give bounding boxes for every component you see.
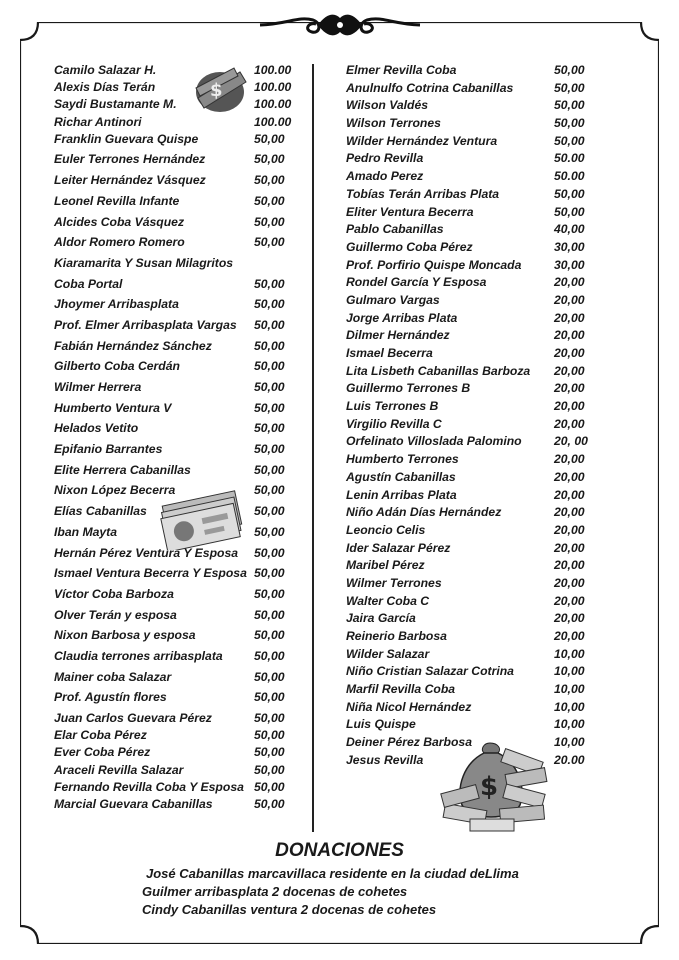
contributor-name: Fernando Revilla Coba Y Esposa xyxy=(54,779,244,794)
contribution-amount: 20,00 xyxy=(554,611,585,626)
contributor-row xyxy=(346,97,601,115)
right-contributors-list xyxy=(346,62,601,770)
contributor-row xyxy=(346,327,601,345)
contributor-row xyxy=(346,699,601,717)
contributor-row xyxy=(54,214,309,235)
contributor-row xyxy=(54,62,309,79)
contributor-name: Ider Salazar Pérez xyxy=(346,540,451,555)
contribution-amount: 50,00 xyxy=(254,545,285,560)
contributor-row xyxy=(54,627,309,648)
contributor-row xyxy=(346,433,601,451)
contributor-name: Tobías Terán Arribas Plata xyxy=(346,186,500,201)
contribution-amount: 50,00 xyxy=(254,173,285,188)
contribution-amount: 20,00 xyxy=(554,275,585,290)
contributor-name: Franklin Guevara Quispe xyxy=(54,131,199,146)
contributor-row xyxy=(54,462,309,483)
contributor-row xyxy=(54,779,309,796)
contribution-amount: 20,00 xyxy=(554,363,585,378)
contributor-row xyxy=(54,441,309,462)
contributor-name: Juan Carlos Guevara Pérez xyxy=(54,711,212,725)
contribution-amount: 50,00 xyxy=(254,728,285,743)
contribution-amount: 50,00 xyxy=(254,421,285,436)
contributor-row xyxy=(346,646,601,664)
contributor-name: Alcides Coba Vásquez xyxy=(54,214,185,229)
contributor-name: Jaira García xyxy=(346,611,416,626)
contribution-amount: 20,00 xyxy=(554,522,585,537)
contribution-amount: 50,00 xyxy=(254,524,285,539)
contributor-row xyxy=(346,557,601,575)
contribution-amount: 20,00 xyxy=(554,540,585,555)
contributor-name: Pablo Cabanillas xyxy=(346,222,444,237)
contributor-row xyxy=(346,310,601,328)
contributor-row xyxy=(54,151,309,172)
bag-symbol: $ xyxy=(210,80,223,101)
contributor-row xyxy=(346,716,601,734)
contributor-name: Olver Terán y esposa xyxy=(54,607,177,622)
contribution-amount: 20.00 xyxy=(554,752,585,767)
contribution-amount: 50,00 xyxy=(254,711,285,725)
contributor-name: Humberto Ventura V xyxy=(54,400,172,415)
contributor-row xyxy=(346,257,601,275)
contribution-amount: 50,00 xyxy=(554,133,585,148)
contributor-name: Anulnulfo Cotrina Cabanillas xyxy=(346,80,514,95)
contributor-row xyxy=(346,398,601,416)
contributor-name: Wilder Hernández Ventura xyxy=(346,133,498,148)
contributor-name: Guillermo Terrones B xyxy=(346,381,471,396)
contributor-name: Guillermo Coba Pérez xyxy=(346,239,473,254)
contributor-name: Euler Terrones Hernández xyxy=(54,152,206,167)
contribution-amount: 20,00 xyxy=(554,292,585,307)
contributor-name: Ismael Becerra xyxy=(346,346,433,360)
contribution-amount: 50,00 xyxy=(554,80,585,95)
contributor-name: Luis Terrones B xyxy=(346,399,439,414)
contributor-name: Ismael Ventura Becerra Y Esposa xyxy=(54,566,247,581)
contribution-amount: 50,00 xyxy=(254,586,285,601)
contribution-amount: 20,00 xyxy=(554,399,585,414)
contributor-row xyxy=(346,221,601,239)
contributor-name: Prof. Agustín flores xyxy=(54,690,167,705)
donation-line: José Cabanillas marcavillaca residente en la ciudad deLlima xyxy=(146,866,519,881)
contributor-row xyxy=(346,274,601,292)
contributor-row xyxy=(346,681,601,699)
contributor-row xyxy=(346,380,601,398)
contributor-name: Ever Coba Pérez xyxy=(54,745,151,760)
contributor-row xyxy=(346,292,601,310)
contributor-row xyxy=(346,628,601,646)
contributor-name: Pedro Revilla xyxy=(346,151,424,166)
contributor-name: Elite Herrera Cabanillas xyxy=(54,462,191,477)
contributor-name: Luis Quispe xyxy=(346,717,416,732)
contribution-amount: 100.00 xyxy=(254,114,292,129)
contributor-name: Saydi Bustamante M. xyxy=(54,97,177,112)
contributor-row xyxy=(54,607,309,628)
contributor-name: Prof. Porfirio Quispe Moncada xyxy=(346,257,522,272)
contribution-amount: 50,00 xyxy=(254,235,285,250)
contribution-amount: 10,00 xyxy=(554,717,585,732)
contributor-name: Amado Perez xyxy=(346,169,424,184)
donation-line: Guilmer arribasplata 2 docenas de cohetes xyxy=(142,884,408,899)
contribution-amount: 50,00 xyxy=(254,400,285,415)
contributor-name: Nixon Barbosa y esposa xyxy=(54,628,196,643)
contributor-name: Marfil Revilla Coba xyxy=(346,682,456,697)
contributor-row xyxy=(54,796,309,813)
contribution-amount: 50.00 xyxy=(554,151,585,166)
contribution-amount: 10,00 xyxy=(554,664,585,679)
ornament-flourish-icon xyxy=(258,8,422,42)
contributor-row xyxy=(54,96,309,113)
contribution-amount: 50,00 xyxy=(254,607,285,622)
contributor-row xyxy=(54,710,309,727)
contributor-name: Víctor Coba Barboza xyxy=(54,586,174,601)
contribution-amount: 20,00 xyxy=(554,487,585,502)
contribution-amount: 50,00 xyxy=(254,442,285,457)
contribution-amount: 50,00 xyxy=(254,745,285,760)
contribution-amount: 100.00 xyxy=(254,63,292,77)
contributor-name: Alexis Días Terán xyxy=(54,80,156,95)
contribution-amount: 50.00 xyxy=(554,169,585,184)
contributor-row xyxy=(346,416,601,434)
contribution-amount: 40,00 xyxy=(554,222,585,237)
contribution-amount: 50,00 xyxy=(254,566,285,581)
contribution-amount: 50,00 xyxy=(554,204,585,219)
contributor-row xyxy=(54,276,309,297)
contributor-name: Prof. Elmer Arribasplata Vargas xyxy=(54,317,237,332)
contributor-row xyxy=(54,172,309,193)
contribution-amount: 20,00 xyxy=(554,381,585,396)
contributor-name: Jesus Revilla xyxy=(346,752,424,767)
contributor-name: Jorge Arribas Plata xyxy=(346,310,458,325)
contributor-name: Rondel García Y Esposa xyxy=(346,275,487,290)
contribution-amount: 50,00 xyxy=(254,690,285,705)
contributor-name: Maribel Pérez xyxy=(346,558,425,573)
contributor-row xyxy=(346,575,601,593)
contribution-amount: 10,00 xyxy=(554,735,585,750)
contribution-amount: 50,00 xyxy=(554,98,585,113)
donation-line: Cindy Cabanillas ventura 2 docenas de cohetes xyxy=(142,902,437,917)
contributor-row xyxy=(54,669,309,690)
contributor-row xyxy=(54,255,309,276)
contributor-row xyxy=(54,420,309,441)
column-divider xyxy=(312,64,314,832)
contributor-name: Jhoymer Arribasplata xyxy=(54,297,179,312)
svg-text:$: $ xyxy=(480,772,499,802)
contribution-amount: 50,00 xyxy=(554,186,585,201)
contributor-row xyxy=(346,522,601,540)
contributor-name: Aldor Romero Romero xyxy=(54,235,185,250)
contributor-row xyxy=(346,504,601,522)
banknote-stack-icon xyxy=(160,490,246,550)
contributor-row xyxy=(346,540,601,558)
contribution-amount: 50,00 xyxy=(254,193,285,208)
contributor-name: Nixon López Becerra xyxy=(54,483,176,498)
contribution-amount: 50,00 xyxy=(254,152,285,167)
contribution-amount: 50,00 xyxy=(254,317,285,332)
contribution-amount: 50,00 xyxy=(254,796,285,811)
contribution-amount: 20,00 xyxy=(554,629,585,643)
contribution-amount: 50,00 xyxy=(554,63,585,77)
left-contributors-list xyxy=(54,62,309,813)
contributor-name: Humberto Terrones xyxy=(346,452,459,467)
money-bag-icon xyxy=(190,58,248,116)
contributor-name: Orfelinato Villoslada Palomino xyxy=(346,434,522,449)
contributor-row xyxy=(54,296,309,317)
contributor-name: Fabián Hernández Sánchez xyxy=(54,338,212,353)
contribution-amount: 20,00 xyxy=(554,505,585,520)
contributor-name: Lenin Arribas Plata xyxy=(346,487,457,502)
contributor-row xyxy=(346,62,601,80)
contributor-row xyxy=(54,379,309,400)
contributor-row xyxy=(54,400,309,421)
contributor-row xyxy=(54,131,309,152)
contributor-name: Wilmer Herrera xyxy=(54,380,142,394)
contribution-amount: 50,00 xyxy=(254,648,285,663)
contributor-row xyxy=(346,204,601,222)
contributor-name: Coba Portal xyxy=(54,276,123,291)
contributor-name: Marcial Guevara Cabanillas xyxy=(54,796,213,811)
contributor-row xyxy=(346,80,601,98)
contributor-row xyxy=(346,345,601,363)
contribution-amount: 30,00 xyxy=(554,239,585,254)
contributor-row xyxy=(54,762,309,779)
contributor-name: Claudia terrones arribasplata xyxy=(54,648,223,663)
contribution-amount: 10,00 xyxy=(554,699,585,714)
contribution-amount: 20,00 xyxy=(554,469,585,484)
contributor-row xyxy=(346,168,601,186)
contribution-amount: 50,00 xyxy=(254,462,285,477)
contributor-row xyxy=(346,487,601,505)
donations-title: DONACIONES xyxy=(275,840,404,861)
contribution-amount: 30,00 xyxy=(554,257,585,272)
contribution-amount: 100.00 xyxy=(254,80,292,95)
contributor-row xyxy=(54,193,309,214)
contributor-row xyxy=(54,338,309,359)
contributor-row xyxy=(54,727,309,744)
contributor-name: Hernán Pérez Ventura Y Esposa xyxy=(54,545,239,560)
contributor-name: Reinerio Barbosa xyxy=(346,629,447,643)
contributor-name: Elías Cabanillas xyxy=(54,504,147,519)
contributor-name: Wilder Salazar xyxy=(346,646,430,661)
contributor-row xyxy=(54,358,309,379)
contributor-name: Wilmer Terrones xyxy=(346,575,442,590)
contributor-name: Gulmaro Vargas xyxy=(346,292,440,307)
contributor-row xyxy=(346,115,601,133)
contributor-row xyxy=(346,150,601,168)
contributor-name: Dilmer Hernández xyxy=(346,328,450,343)
contribution-amount: 50,00 xyxy=(254,276,285,291)
contribution-amount: 10,00 xyxy=(554,682,585,697)
contribution-amount: 20,00 xyxy=(554,452,585,467)
contribution-amount: 50,00 xyxy=(254,779,285,794)
contributor-row xyxy=(346,451,601,469)
contribution-amount: 20,00 xyxy=(554,558,585,573)
contributor-row xyxy=(54,648,309,669)
contributor-name: Kiaramarita Y Susan Milagritos xyxy=(54,255,234,270)
contribution-amount: 50,00 xyxy=(254,338,285,353)
contributor-row xyxy=(346,593,601,611)
contribution-amount: 100.00 xyxy=(254,97,292,112)
contributor-row xyxy=(346,469,601,487)
contribution-amount: 50,00 xyxy=(254,380,285,394)
contributor-name: Mainer coba Salazar xyxy=(54,669,172,684)
contributor-row xyxy=(346,663,601,681)
contributor-name: Eliter Ventura Becerra xyxy=(346,204,474,219)
contributor-name: Gilberto Coba Cerdán xyxy=(54,359,180,374)
contributor-row xyxy=(54,744,309,761)
contribution-amount: 50,00 xyxy=(254,359,285,374)
contribution-amount: 50,00 xyxy=(554,116,585,131)
contribution-amount: 20,00 xyxy=(554,328,585,343)
contribution-amount: 50,00 xyxy=(254,669,285,684)
contributor-name: Wilson Terrones xyxy=(346,116,441,131)
contributor-row xyxy=(346,239,601,257)
contributor-name: Camilo Salazar H. xyxy=(54,63,157,77)
contributor-row xyxy=(54,689,309,710)
contributor-name: Niño Adán Días Hernández xyxy=(346,505,502,520)
contributor-row xyxy=(346,186,601,204)
contributor-row xyxy=(54,317,309,338)
contribution-amount: 20,00 xyxy=(554,416,585,431)
contributor-row xyxy=(346,363,601,381)
contribution-amount: 20,00 xyxy=(554,593,585,608)
contributor-name: Virgilio Revilla C xyxy=(346,416,442,431)
contributor-row xyxy=(346,610,601,628)
contributor-name: Leiter Hernández Vásquez xyxy=(54,173,206,188)
contribution-amount: 50,00 xyxy=(254,762,285,777)
contributor-row xyxy=(54,586,309,607)
contributor-name: Helados Vetito xyxy=(54,421,139,436)
contribution-amount: 20, 00 xyxy=(554,434,588,449)
contributor-name: Richar Antinori xyxy=(54,114,142,129)
contribution-amount: 20,00 xyxy=(554,310,585,325)
contribution-amount: 20,00 xyxy=(554,346,585,360)
contribution-amount: 50,00 xyxy=(254,131,285,146)
contribution-amount: 50,00 xyxy=(254,628,285,643)
contribution-amount: 50,00 xyxy=(254,483,285,498)
contribution-amount: 20,00 xyxy=(554,575,585,590)
contributor-name: Araceli Revilla Salazar xyxy=(54,762,184,777)
contributor-name: Leonel Revilla Infante xyxy=(54,193,180,208)
contributor-name: Leoncio Celis xyxy=(346,522,426,537)
contributor-row xyxy=(54,234,309,255)
contributor-row xyxy=(54,114,309,131)
contributor-name: Niña Nicol Hernández xyxy=(346,699,472,714)
contributor-name: Elar Coba Pérez xyxy=(54,728,147,743)
contributor-name: Agustín Cabanillas xyxy=(346,469,456,484)
contribution-amount: 50,00 xyxy=(254,297,285,312)
contributor-name: Lita Lisbeth Cabanillas Barboza xyxy=(346,363,531,378)
contribution-amount: 50,00 xyxy=(254,504,285,519)
contributor-name: Walter Coba C xyxy=(346,593,430,608)
contributor-name: Elmer Revilla Coba xyxy=(346,63,457,77)
money-bag-icon xyxy=(440,735,550,835)
contributor-name: Wilson Valdés xyxy=(346,98,429,113)
contributor-row xyxy=(346,133,601,151)
contributor-name: Epifanio Barrantes xyxy=(54,442,163,457)
contributor-row xyxy=(54,79,309,96)
contributor-name: Deiner Pérez Barbosa xyxy=(346,735,472,750)
contributor-name: Iban Mayta xyxy=(54,524,117,539)
contribution-amount: 10,00 xyxy=(554,646,585,661)
contributor-row xyxy=(54,565,309,586)
contribution-amount: 50,00 xyxy=(254,214,285,229)
contributor-name: Niño Cristian Salazar Cotrina xyxy=(346,664,514,679)
